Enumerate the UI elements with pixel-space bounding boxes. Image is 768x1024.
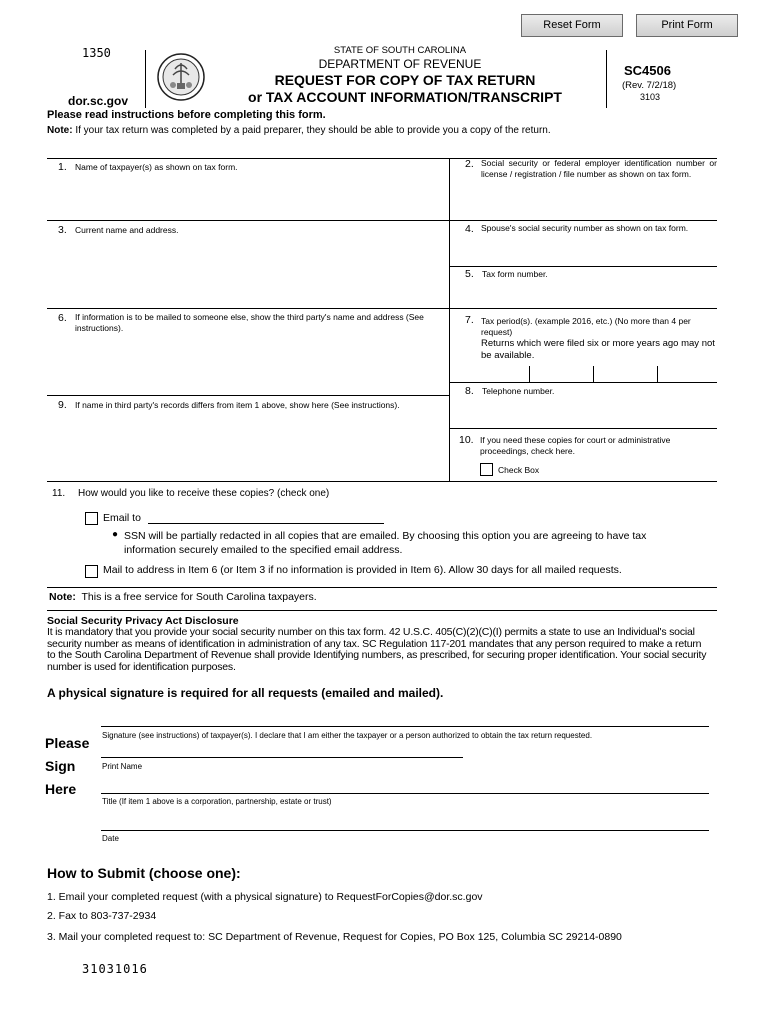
item10-number: 10. [459,434,474,446]
free-service-note [49,591,317,603]
mail-option-label: Mail to address in Item 6 (or Item 3 if no information is provided in Item 6). Allow 30 days for all mailed requests. [103,564,622,576]
item5-label: Tax form number. [482,269,548,279]
submit-step-email: 1. Email your completed request (with a physical signature) to RequestForCopies@dor.sc.gov [47,891,483,903]
signature-line [101,726,709,727]
title-label: Title (If item 1 above is a corporation, partnership, estate or trust) [102,797,332,806]
tax-period-field-2[interactable] [530,366,592,382]
department-name: DEPARTMENT OF REVENUE [318,57,482,71]
delivery-question: How would you like to receive these copies? (check one) [78,488,330,499]
date-field[interactable] [101,812,709,830]
item7-availability-note: Returns which were filed six or more years ago may not be available. [481,338,715,361]
grid-line-left-9 [47,395,449,396]
print-name-line [101,757,463,758]
ssn-ein-field[interactable] [452,195,714,218]
mail-option-checkbox[interactable] [85,565,98,578]
separator-before-privacy [47,610,717,611]
how-to-submit-heading: How to Submit (choose one): [47,865,241,881]
title-field[interactable] [101,776,709,793]
item7-label: Tax period(s). (example 2016, etc.) (No more than 4 per request) [481,316,691,337]
grid-bottom-line [47,481,717,482]
website-label: dor.sc.gov [68,94,129,108]
current-name-address-field[interactable] [50,240,445,306]
title-line [101,793,709,794]
print-name-field[interactable] [101,741,463,757]
grid-line-right-8 [449,382,717,383]
reset-form-button[interactable]: Reset Form [521,14,623,37]
form-title-line2: or TAX ACCOUNT INFORMATION/TRANSCRIPT [248,89,562,105]
item2-number: 2. [465,158,474,170]
signature-label: Signature (see instructions) of taxpayer(s). I declare that I am either the taxpayer or a person authorized to obtain the tax return requested. [102,731,593,740]
item9-label: If name in third party's records differs from item 1 above, show here (See instructions). [75,400,400,410]
state-seal-logo [157,53,205,101]
grid-center-divider [449,158,450,481]
tax-period-field-4[interactable] [658,366,716,382]
grid-line-row2 [47,220,717,221]
item4-number: 4. [465,223,474,235]
paid-preparer-note [47,125,551,136]
item2-label: Social security or federal employer identification number or license / registration / file number as shown on tax form. [481,158,717,179]
item6-number: 6. [58,312,67,324]
free-note-text: This is a free service for South Carolina taxpayers. [81,591,317,603]
spouse-ssn-field[interactable] [452,247,714,265]
check-box-label: Check Box [498,465,540,475]
privacy-body: It is mandatory that you provide your social security number on this tax form. 42 U.S.C. 405(C)(2)(C)(I) permits a state to use an Individual's social security number as means of identification in administration of any tax. SC Regulation 117-201 mandates that any person required to make a return to the South Carolina Department of Revenue shall provide Identifying numbers, as prescribed, for securing proper identification. Your social security number is used for identification purposes. [47,626,707,673]
ssn-redaction-notice: SSN will be partially redacted in all copies that are emailed. By choosing this option you are agreeing to have tax information securely emailed to the specified email address. [124,530,647,556]
item8-number: 8. [465,385,474,397]
please-label: Please [45,735,90,751]
tax-period-field-1[interactable] [465,366,528,382]
read-instructions-notice: Please read instructions before completing this form. [47,109,326,121]
signature-required-notice: A physical signature is required for all requests (emailed and mailed). [47,686,444,700]
item9-number: 9. [58,399,67,411]
item3-number: 3. [58,224,67,236]
form-sub-code: 3103 [640,92,661,102]
print-name-label: Print Name [102,762,143,771]
item8-label: Telephone number. [482,386,555,396]
bullet-icon: ● [112,529,119,540]
form-number: SC4506 [624,63,671,78]
third-party-name-field[interactable] [50,424,445,479]
date-line [101,830,709,831]
grid-line-right-10 [449,428,717,429]
item5-number: 5. [465,268,474,280]
email-option-label: Email to [103,512,141,524]
tax-period-field-3[interactable] [594,366,656,382]
sign-label: Sign [45,758,76,774]
free-note-label: Note: [49,591,76,603]
form-code-top: 1350 [82,46,111,60]
date-label: Date [102,834,119,843]
privacy-heading: Social Security Privacy Act Disclosure [47,615,239,627]
court-proceedings-checkbox[interactable] [480,463,493,476]
note-text: If your tax return was completed by a paid preparer, they should be able to provide you a copy of the return. [75,125,551,136]
note-label: Note: [47,125,73,136]
here-label: Here [45,781,77,797]
item3-label: Current name and address. [75,225,179,235]
grid-line-right-5 [449,266,717,267]
item6-label: If information is to be mailed to someone else, show the third party's name and address (See instructions). [75,312,424,333]
telephone-field[interactable] [452,400,714,426]
item7-number: 7. [465,314,474,326]
item11-number: 11. [52,488,66,499]
submit-step-mail: 3. Mail your completed request to: SC Department of Revenue, Request for Copies, PO Box 125, Columbia SC 29214-0890 [47,931,622,943]
third-party-address-field[interactable] [50,338,445,393]
footer-form-code: 31031016 [82,962,148,976]
submit-step-fax: 2. Fax to 803-737-2934 [47,910,157,922]
item10-label: If you need these copies for court or administrative proceedings, check here. [480,435,671,456]
email-address-field[interactable] [148,510,384,523]
form-title-line1: REQUEST FOR COPY OF TAX RETURN [274,72,536,88]
revision-date: (Rev. 7/2/18) [622,80,677,91]
email-address-line [148,523,384,524]
email-option-checkbox[interactable] [85,512,98,525]
item1-label: Name of taxpayer(s) as shown on tax form. [75,162,238,172]
tax-form-number-field[interactable] [452,283,714,306]
taxpayer-name-field[interactable] [50,176,445,218]
separator-before-free-note [47,587,717,588]
grid-line-row3 [47,308,717,309]
state-name: STATE OF SOUTH CAROLINA [333,45,467,56]
item4-label: Spouse's social security number as shown on tax form. [481,223,689,233]
print-form-button[interactable]: Print Form [636,14,738,37]
header-divider-right [606,50,607,108]
signature-field[interactable] [101,706,709,726]
item1-number: 1. [58,161,67,173]
header-divider-left [145,50,146,108]
